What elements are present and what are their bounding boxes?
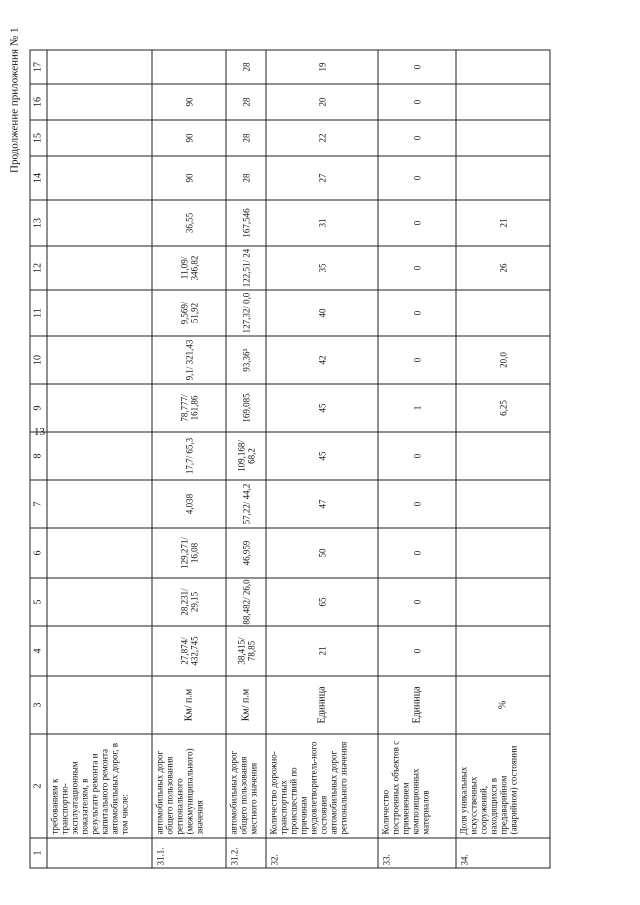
table-row [152, 50, 226, 868]
table-cell: 0 [378, 432, 456, 480]
table-cell: 1 [378, 384, 456, 432]
table-cell: 45 [266, 432, 378, 480]
table-cell: 27 [266, 156, 378, 200]
table-cell [47, 290, 152, 336]
rotated-page [1, 0, 640, 905]
table-cell: 22 [266, 120, 378, 156]
table-cell [47, 50, 152, 84]
column-number: 4 [30, 626, 47, 676]
column-number: 2 [30, 734, 47, 838]
table-cell: 19 [266, 50, 378, 84]
row-index: 32. [266, 838, 378, 868]
table-cell: 40 [266, 290, 378, 336]
table-cell: 78,777/ 161,86 [152, 384, 226, 432]
table-cell: 90 [152, 156, 226, 200]
row-index: 31.1. [152, 838, 226, 868]
column-number: 1 [30, 838, 47, 868]
table-cell: 45 [266, 384, 378, 432]
table-cell [456, 120, 550, 156]
table-cell: 35 [266, 246, 378, 290]
table-cell [456, 626, 550, 676]
table-cell [47, 246, 152, 290]
table-cell: 129,271/ 16,08 [152, 528, 226, 578]
row-unit: Единица [266, 676, 378, 734]
column-number: 15 [30, 120, 47, 156]
table-cell: 90 [152, 84, 226, 120]
table-cell: 28 [226, 156, 266, 200]
table-cell [47, 200, 152, 246]
row-description: требованиям к транспортно-эксплуатационным показателям, в результате ремонта и капитального ремонта автомобильных дорог, в том числе: [47, 734, 152, 838]
table-cell: 26 [456, 246, 550, 290]
row-description: автомобильных дорог общего пользования регионального (межмуниципального) значения [152, 734, 226, 838]
table-row [378, 50, 456, 868]
column-number: 3 [30, 676, 47, 734]
table-cell [456, 290, 550, 336]
table-cell: 21 [266, 626, 378, 676]
row-index [47, 838, 152, 868]
table-cell: 167,546 [226, 200, 266, 246]
table-cell [47, 84, 152, 120]
table-cell: 50 [266, 528, 378, 578]
table-cell [47, 336, 152, 384]
row-description: Количество дорожно-транспортных происшествий по причинам неудовлетворитель-ного состояния автомобильных дорог регионального значения [266, 734, 378, 838]
table-cell: 0 [378, 246, 456, 290]
table-cell: 27,874/ 432,745 [152, 626, 226, 676]
table-cell: 20 [266, 84, 378, 120]
row-index: 31.2. [226, 838, 266, 868]
table-cell [47, 432, 152, 480]
table-cell [47, 156, 152, 200]
page-number: 13 [34, 426, 45, 438]
table-cell: 9,569/ 51,92 [152, 290, 226, 336]
table-cell [152, 50, 226, 84]
row-unit: Км/ п.м [152, 676, 226, 734]
table-cell: 0 [378, 50, 456, 84]
row-unit: Км/ п.м [226, 676, 266, 734]
table-cell: 28 [226, 84, 266, 120]
table-cell: 88,482/ 26,0 [226, 578, 266, 626]
table-cell: 47 [266, 480, 378, 528]
table-cell: 20,0 [456, 336, 550, 384]
column-number: 9 [30, 384, 47, 432]
table-cell: 127,32/ 0,0 [226, 290, 266, 336]
table-cell: 46,959 [226, 528, 266, 578]
table-cell [456, 480, 550, 528]
column-number: 8 [30, 432, 47, 480]
table-cell [47, 528, 152, 578]
table-cell: 36,55 [152, 200, 226, 246]
table-cell: 0 [378, 336, 456, 384]
column-number: 17 [30, 50, 47, 84]
row-index: 34. [456, 838, 550, 868]
table-cell: 28,231/ 29,15 [152, 578, 226, 626]
table-cell: 4,038 [152, 480, 226, 528]
table-cell [456, 528, 550, 578]
column-number: 7 [30, 480, 47, 528]
table-cell: 17,7/ 65,3 [152, 432, 226, 480]
table-cell: 31 [266, 200, 378, 246]
table-cell: 9,1/ 321,43 [152, 336, 226, 384]
row-unit: % [456, 676, 550, 734]
data-table [30, 50, 551, 869]
table-cell: 0 [378, 290, 456, 336]
column-number: 11 [30, 290, 47, 336]
table-cell: 169,085 [226, 384, 266, 432]
table-cell: 90 [152, 120, 226, 156]
table-cell: 122,51/ 24 [226, 246, 266, 290]
table-cell: 28 [226, 120, 266, 156]
table-cell: 0 [378, 528, 456, 578]
table-row [47, 50, 152, 868]
table-cell [456, 84, 550, 120]
table-row [266, 50, 378, 868]
table-row [456, 50, 550, 868]
table-cell: 0 [378, 626, 456, 676]
table-cell: 0 [378, 84, 456, 120]
table-cell: 0 [378, 200, 456, 246]
table-cell [47, 480, 152, 528]
table-cell [47, 120, 152, 156]
table-cell: 65 [266, 578, 378, 626]
table-cell: 57,22/ 44,2 [226, 480, 266, 528]
table-cell [47, 626, 152, 676]
column-number-row [30, 50, 47, 868]
table-cell: 38,415/ 78,85 [226, 626, 266, 676]
column-number: 5 [30, 578, 47, 626]
table-cell: 11,09/ 346,82 [152, 246, 226, 290]
continuation-label: Продолжение приложения № 1 [8, 27, 21, 173]
table-cell [456, 578, 550, 626]
row-unit [47, 676, 152, 734]
column-number: 14 [30, 156, 47, 200]
column-number: 13 [30, 200, 47, 246]
table-cell: 0 [378, 156, 456, 200]
table-cell [456, 432, 550, 480]
table-cell: 0 [378, 120, 456, 156]
table-cell [456, 50, 550, 84]
table-cell: 28 [226, 50, 266, 84]
table-cell: 6,25 [456, 384, 550, 432]
row-description: Количество построенных объектов с применением композиционных материалов [378, 734, 456, 838]
column-number: 12 [30, 246, 47, 290]
table-cell [47, 578, 152, 626]
row-description: автомобильных дорог общего пользования местного значения [226, 734, 266, 838]
row-index: 33. [378, 838, 456, 868]
row-description: Доля уникальных искусственных сооружений, находящихся в предаварийном (аварийном) состоянии [456, 734, 550, 838]
table-row [226, 50, 266, 868]
table-cell: 0 [378, 480, 456, 528]
row-unit: Единица [378, 676, 456, 734]
table-cell [456, 156, 550, 200]
column-number: 16 [30, 84, 47, 120]
table-cell: 109,168/ 68,2 [226, 432, 266, 480]
table-cell: 42 [266, 336, 378, 384]
table-cell [47, 384, 152, 432]
column-number: 10 [30, 336, 47, 384]
table-cell: 93,36⁵ [226, 336, 266, 384]
column-number: 6 [30, 528, 47, 578]
table-cell: 21 [456, 200, 550, 246]
table-cell: 0 [378, 578, 456, 626]
